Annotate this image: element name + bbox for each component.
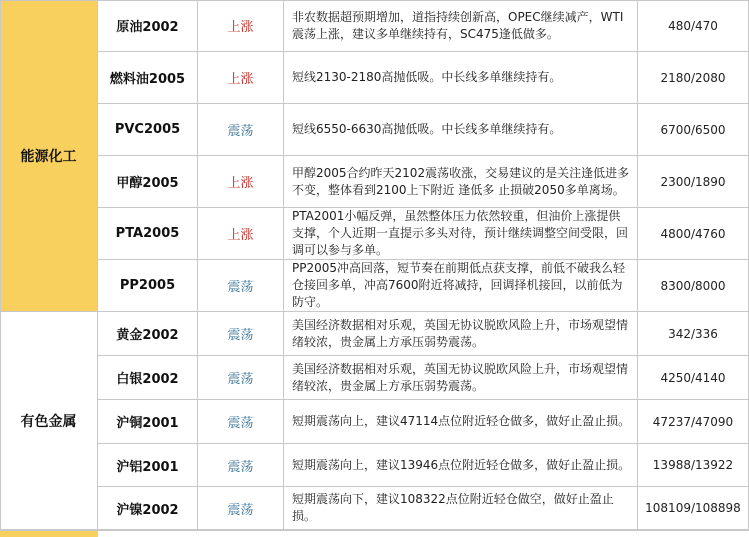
product-name: 沪铜2001 — [98, 400, 198, 444]
price-range: 13988/13922 — [638, 444, 749, 487]
price-range: 8300/8000 — [638, 260, 749, 312]
sector-nonferrous: 有色金属 — [0, 312, 98, 530]
product-name: PP2005 — [98, 260, 198, 312]
price-range: 108109/108898 — [638, 487, 749, 530]
trend-label: 上涨 — [198, 208, 284, 260]
sector-energy-chem: 能源化工 — [0, 0, 98, 312]
strategy-note — [284, 0, 638, 52]
strategy-note-text: 短期震荡向上，建议47114点位附近轻仓做多，做好止盈止损。 — [292, 414, 631, 428]
trend-label: 上涨 — [198, 0, 284, 52]
strategy-note-text: PP2005冲高回落，短节奏在前期低点获支撑，前低不破我么轻仓接回多单，冲高7600附近将减持，回调择机接回，以前低为防守。 — [292, 261, 626, 309]
price-range: 2180/2080 — [638, 52, 749, 104]
strategy-note — [284, 260, 638, 312]
trend-label: 震荡 — [198, 444, 284, 487]
strategy-note-text: 短线2130-2180高抛低吸。中长线多单继续持有。 — [292, 70, 562, 84]
price-range: 6700/6500 — [638, 104, 749, 156]
strategy-note-text: 甲醇2005合约昨天2102震荡收涨，交易建议的是关注逢低进多不变，整体看到2100上下附近 逢低多 止损破2050多单离场。 — [292, 165, 630, 197]
strategy-note-text: 非农数据超预期增加，道指持续创新高，OPEC继续减产，WTI震荡上涨，建议多单继续持有，SC475逢低做多。 — [292, 9, 624, 41]
strategy-note — [284, 487, 638, 530]
strategy-note — [284, 52, 638, 104]
trend-label: 震荡 — [198, 487, 284, 530]
product-name: 白银2002 — [98, 356, 198, 400]
price-range: 342/336 — [638, 312, 749, 356]
strategy-note — [284, 312, 638, 356]
strategy-note — [284, 104, 638, 156]
trend-label: 上涨 — [198, 156, 284, 208]
next-sector-peek — [0, 531, 98, 537]
product-name: 黄金2002 — [98, 312, 198, 356]
strategy-note — [284, 356, 638, 400]
strategy-note-text: 短期震荡向下，建议108322点位附近轻仓做空，做好止盈止损。 — [292, 492, 614, 523]
strategy-note — [284, 400, 638, 444]
price-range: 4250/4140 — [638, 356, 749, 400]
strategy-note-text: 美国经济数据相对乐观，英国无协议脱欧风险上升，市场观望情绪较浓，贵金属上方承压弱势震荡。 — [292, 317, 629, 349]
strategy-note-text: 短期震荡向上，建议13946点位附近轻仓做多，做好止盈止损。 — [292, 457, 631, 472]
strategy-note — [284, 444, 638, 487]
product-name: 原油2002 — [98, 0, 198, 52]
price-range: 4800/4760 — [638, 208, 749, 260]
strategy-note-text: PTA2001小幅反弹，虽然整体压力依然较重，但油价上涨提供支撑，个人近期一直提示多头对待，预计继续调整空间受限，回调可以参与多单。 — [292, 209, 629, 257]
trend-label: 震荡 — [198, 104, 284, 156]
trend-label: 震荡 — [198, 400, 284, 444]
product-name: PVC2005 — [98, 104, 198, 156]
strategy-note — [284, 208, 638, 260]
strategy-note — [284, 156, 638, 208]
trend-label: 震荡 — [198, 260, 284, 312]
price-range: 480/470 — [638, 0, 749, 52]
product-name: 甲醇2005 — [98, 156, 198, 208]
trend-label: 上涨 — [198, 52, 284, 104]
price-range: 2300/1890 — [638, 156, 749, 208]
strategy-note-text: 短线6550-6630高抛低吸。中长线多单继续持有。 — [292, 122, 562, 136]
product-name: 燃料油2005 — [98, 52, 198, 104]
trend-label: 震荡 — [198, 312, 284, 356]
price-range: 47237/47090 — [638, 400, 749, 444]
product-name: 沪铝2001 — [98, 444, 198, 487]
product-name: 沪镍2002 — [98, 487, 198, 530]
product-name: PTA2005 — [98, 208, 198, 260]
strategy-note-text: 美国经济数据相对乐观，英国无协议脱欧风险上升，市场观望情绪较浓，贵金属上方承压弱势震荡。 — [292, 361, 629, 393]
trend-label: 震荡 — [198, 356, 284, 400]
